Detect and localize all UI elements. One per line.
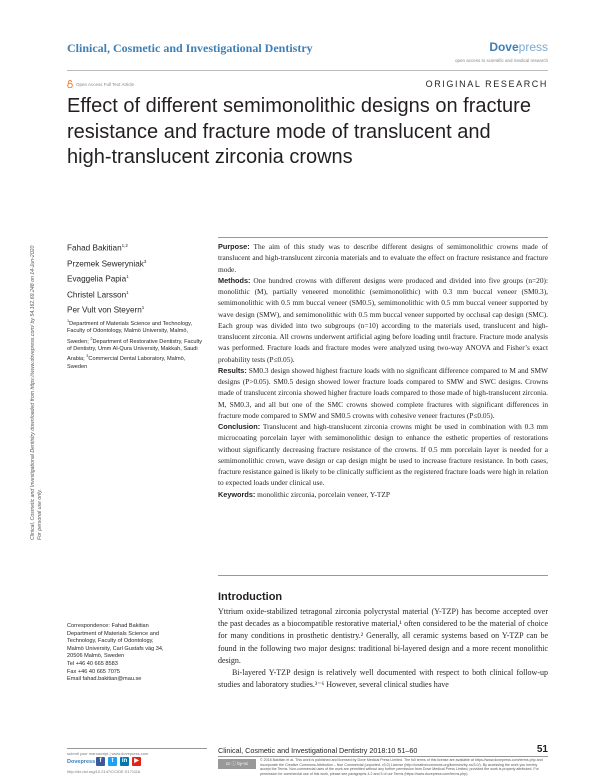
footer-citation: Clinical, Cosmetic and Investigational Dentistry 2018:10 51–60	[218, 746, 418, 755]
abstract-top-rule	[218, 237, 548, 238]
article-title: Effect of different semimonolithic designs on fracture resistance and fracture mode of translucent and high-translucent zirconia crowns	[67, 95, 531, 168]
download-note-line2: For personal use only.	[37, 489, 43, 540]
publisher-logo[interactable]	[489, 40, 548, 54]
affiliation: $^2$Department of Restorative Dentistry, Faculty of Dentistry, Umm Al-Qura University, Makkah, Saudi Arabia;	[67, 336, 203, 363]
author[interactable]: Evaggelia Papia$^1$	[67, 274, 129, 284]
download-sidebar	[8, 120, 52, 540]
publisher-tagline: open access to scientific and medical research	[454, 58, 548, 63]
creative-commons-badge[interactable]: cc ⓘ by-nc	[218, 759, 256, 769]
correspondence-line: Fax +46 40 665 7075	[67, 668, 121, 675]
author-list	[67, 240, 207, 318]
footer-left-rule	[67, 748, 207, 749]
abstract-keywords: Keywords: monolithic zirconia, porcelain veneer, Y-TZP	[218, 489, 390, 499]
youtube-icon[interactable]: ▶	[132, 757, 141, 766]
download-note	[30, 120, 44, 540]
facebook-icon[interactable]: f	[96, 757, 105, 766]
brand-main: Dove	[489, 40, 519, 54]
abstract	[218, 241, 548, 500]
abstract-purpose: Purpose: The aim of this study was to describe different designs of semimonolithic crowns made of translucent and high-translucent zirconia materials and to evaluate the effect on fracture resistance and fracture mode.	[218, 242, 548, 274]
author[interactable]: Per Vult von Steyern$^1$	[67, 305, 145, 315]
page-number: 51	[536, 744, 548, 755]
correspondence-line: 20506 Malmö, Sweden	[67, 653, 125, 660]
introduction-paragraph: Yttrium oxide-stabilized tetragonal zirconia polycrystal material (Y-TZP) has become accepted over the past decades as a biocompatible restorative material,¹ often considered to be the material of choice for many conditions in prosthetic dentistry.² Generally, all ceramic systems based on Y-TZP can be found in the following two major designs: traditional bi-layered design and a more recent monolithic design.	[218, 607, 548, 665]
linkedin-icon[interactable]: in	[121, 758, 128, 764]
abstract-methods: Methods: One hundred crowns with different designs were produced and divided into five groups (n=20): monolithic (M), partially veneered monolithic (semimonolithic) with 0.3 mm buccal veneer (SM0.3), semimonolithic with 0.5 mm buccal veneer (SM0.5), semimonolithic with 0.5 mm buccal veneer supported by wave design (SMW), and semimonolithic with 0.5 mm buccal veneer supported by occlusal cap design (SMC). Each group was divided into two subgroups (n=10) according to the materials used, translucent and high-translucent zirconia. All crowns underwent artificial aging before loading until fracture. Fracture mode analysis was performed. Fracture loads and fracture modes were analyzed using two-way ANOVA and Fisher’s exact probability tests (P≤0.05).	[218, 275, 548, 364]
social-links	[96, 757, 141, 766]
footer-dovepress-logo[interactable]: Dovepress	[67, 759, 96, 765]
affiliation: $^1$Department of Materials Science and Technology, Faculty of Odontology, Malmö University, Malmö, Sweden;	[67, 319, 193, 345]
abstract-results: Results: SM0.3 design showed highest fracture loads with no significant difference compared to M and SMW designs (P>0.05). SM0.5 design showed lower fracture loads compared to SMW and SWC designs. Crowns made of translucent zirconia showed higher fracture loads compared to those made of high-translucent zirconia. M, SM0.3, and all but one of the SMC crowns showed complete fractures with significant differences in fracture mode compared to SMW and SM0.5 crowns with cohesive veneer fractures (P≤0.05).	[218, 365, 548, 420]
abstract-conclusion: Conclusion: Translucent and high-translucent zirconia crowns might be used in combination with 0.3 mm microcoating porcelain layer with semimonolithic design to enhance the esthetic properties of restorations without significantly decreasing fracture resistance of the crowns. If 0.5 mm porcelain layer is needed for a semimonolithic crown, wave design or cap design might be used to increase fracture resistance. In both cases, fracture resistance gained is likely to be clinically sufficient as the registered fracture loads were high in relation to expected loads under clinical use.	[218, 422, 548, 488]
download-note-line1: Clinical, Cosmetic and Investigational Dentistry downloaded from https://www.dovepress.com/ by 54.162.69.248 on 14-Jun-2020	[30, 245, 36, 540]
open-access-text: Open Access Full Text Article	[76, 81, 134, 87]
introduction-paragraph: Bi-layered Y-TZP design is relatively well documented with respect to both clinical follow-up studies and laboratory studies.³⁻⁶ However, several clinical studies have	[218, 668, 548, 690]
correspondence-label: Correspondence: Fahad Bakitian	[67, 623, 149, 629]
affiliations	[67, 318, 207, 371]
abstract-bottom-rule	[218, 575, 548, 576]
correspondence-line: Department of Materials Science and	[67, 630, 160, 637]
introduction-heading: Introduction	[218, 591, 283, 603]
submit-link[interactable]: submit your manuscript | www.dovepress.com	[67, 751, 149, 756]
author[interactable]: Fahad Bakitian$^{1,2}$	[67, 243, 128, 253]
correspondence-line: Tel +46 40 665 8583	[67, 660, 118, 667]
twitter-icon[interactable]: t	[108, 757, 117, 766]
correspondence-line: Technology, Faculty of Odontology,	[67, 638, 154, 645]
open-access-lock-icon	[67, 80, 73, 88]
open-access-label	[67, 80, 134, 88]
introduction-body	[218, 606, 548, 691]
header-divider	[67, 70, 548, 71]
author[interactable]: Przemek Seweryniak$^3$	[67, 258, 147, 269]
author[interactable]: Christel Larsson$^1$	[67, 289, 129, 300]
correspondence-email[interactable]: Email fahad.bakitian@mau.se	[67, 676, 142, 683]
correspondence-block	[67, 623, 207, 684]
affiliation: $^3$Commercial Dental Laboratory, Malmö, Sweden	[67, 354, 186, 370]
section-label: ORIGINAL RESEARCH	[425, 79, 548, 89]
doi-link[interactable]: http://dx.doi.org/10.2147/CCIDE.S171116	[67, 769, 141, 774]
brand-light: press	[518, 40, 548, 54]
footer-right-rule	[218, 756, 548, 757]
correspondence-line: Malmö University, Carl Gustafs väg 34,	[67, 645, 164, 652]
license-text: © 2018 Bakitian et al. This work is published and licensed by Dove Medical Press Limited. The full terms of this license are available at https://www.dovepress.com/terms.php and incorporate the Creative Commons Attribution – Non Commercial (unported, v3.0) License (http://creativecommons.org/licenses/by-nc/3.0/). By accessing the work you hereby accept the Terms. Non-commercial uses of the work are permitted without any further permission from Dove Medical Press Limited, provided the work is properly attributed. For permission for commercial use of this work, please see paragraphs 4.2 and 5 of our Terms (https://www.dovepress.com/terms.php).	[260, 758, 543, 776]
journal-name: Clinical, Cosmetic and Investigational Dentistry	[67, 41, 313, 55]
